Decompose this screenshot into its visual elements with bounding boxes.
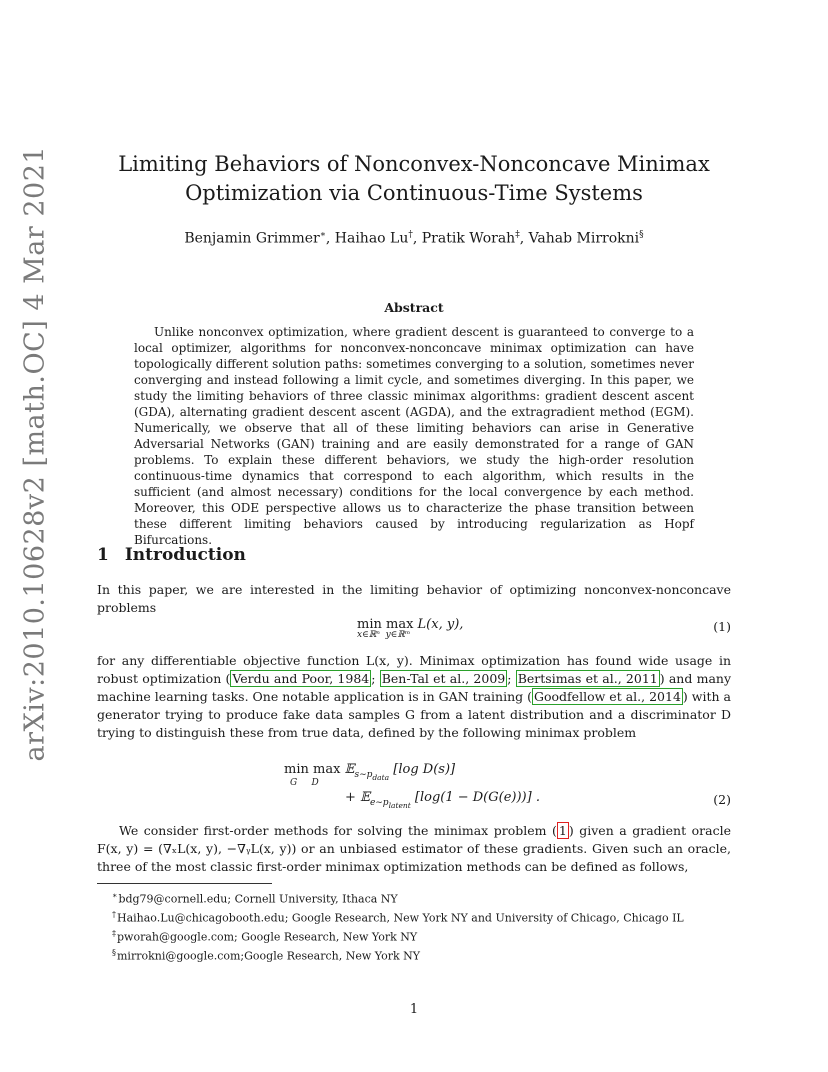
paragraph-methods bbox=[97, 822, 731, 876]
author-mark: § bbox=[639, 230, 644, 240]
citation-link[interactable]: Bertsimas et al., 2011 bbox=[517, 671, 658, 686]
section-heading bbox=[97, 545, 246, 565]
author-list: Benjamin Grimmer∗, Haihao Lu†, Pratik Worah‡, Vahab Mirrokni§ bbox=[184, 230, 644, 247]
footnote-text: pworah@google.com; Google Research, New York NY bbox=[117, 930, 418, 944]
footnote-mark: † bbox=[112, 910, 116, 920]
page-number: 1 bbox=[409, 1002, 419, 1017]
author-name: Pratik Worah bbox=[421, 230, 516, 247]
section-title: Introduction bbox=[124, 545, 246, 565]
citation-link[interactable]: Ben-Tal et al., 2009 bbox=[381, 671, 506, 686]
paper-title bbox=[0, 150, 828, 208]
citation-link[interactable]: Verdu and Poor, 1984 bbox=[232, 671, 370, 686]
footnote-text: mirrokni@google.com;Google Research, New York NY bbox=[117, 950, 421, 964]
abstract-text: Unlike nonconvex optimization, where gradient descent is guaranteed to converge to a local optimizer, algorithms for nonconvex-nonconcave minimax optimization can have topologically different solution paths: sometimes converging to a solution, sometimes never converging and instead following a limit cycle, and sometimes diverging. In this paper, we study the limiting behaviors of three classic minimax algorithms: gradient descent ascent (GDA), alternating gradient descent ascent (AGDA), and the extragradient method (EGM). Numerically, we observe that all of these limiting behaviors can arise in Generative Adversarial Networks (GAN) training and are easily demonstrated for a range of GAN problems. To explain these different behaviors, we study the high-order resolution continuous-time dynamics that correspond to each algorithm, which results in the sufficient (and almost necessary) conditions for the local convergence by each method. Moreover, this ODE perspective allows us to characterize the phase transition between these different limiting behaviors caused by introducing regularization as Hopf Bifurcations. bbox=[134, 325, 694, 547]
footnote-mark: ∗ bbox=[112, 891, 118, 900]
title-line-2: Optimization via Continuous-Time Systems bbox=[185, 181, 643, 205]
equation-1: min max L(x, y), x∈ℝⁿ y∈ℝᵐ bbox=[357, 617, 464, 640]
arxiv-identifier: arXiv:2010.10628v2 [math.OC] 4 Mar 2021 bbox=[19, 145, 51, 762]
paragraph-minimax: for any differentiable objective function L(x, y). Minimax optimization has found wide usage in robust optimization ( Verdu and Poor, 1984 ; Ben-Tal et al., 2009 ; Bertsimas et al., 2011 ) and many machine learning tasks. One notable application is in GAN training ( Goodfellow et al., 2014 ) with a generator trying to produce fake data samples G from a latent distribution and a discriminator D trying to distinguish these from true data, defined by the following minimax problem bbox=[97, 653, 732, 740]
abstract-body bbox=[134, 324, 694, 548]
section-number: 1 bbox=[97, 545, 109, 565]
paragraph-text: In this paper, we are interested in the limiting behavior of optimizing nonconvex-nonconcave problems bbox=[97, 582, 731, 615]
text-span: ) and many machine learning tasks. One notable application is in GAN training ( bbox=[97, 671, 732, 704]
text-span: We consider first-order methods for solving the minimax problem ( bbox=[119, 823, 557, 838]
paragraph-intro bbox=[97, 581, 731, 617]
footnote-item bbox=[112, 888, 684, 907]
footnote-item bbox=[112, 907, 684, 926]
text-span: ) given a gradient oracle F(x, y) = (∇ₓL(x, y), −∇ᵧL(x, y)) or an unbiased estimator of these gradients. Given such an oracle, three of the most classic first-order minimax optimization methods can be defined as follows, bbox=[97, 823, 731, 874]
footnote-text: bdg79@cornell.edu; Cornell University, Ithaca NY bbox=[118, 892, 398, 906]
author-mark: † bbox=[408, 230, 413, 240]
equation-reference-link[interactable]: 1 bbox=[558, 823, 567, 838]
footnote-item bbox=[112, 945, 684, 964]
equation-1-number: (1) bbox=[713, 619, 731, 634]
title-line-1: Limiting Behaviors of Nonconvex-Nonconcave Minimax bbox=[118, 152, 710, 176]
footnote-text: Haihao.Lu@chicagobooth.edu; Google Research, New York NY and University of Chicago, Chicago IL bbox=[117, 911, 684, 925]
author-name: Vahab Mirrokni bbox=[528, 230, 640, 247]
footnotes bbox=[112, 888, 684, 965]
text-span: ) with a generator trying to produce fake data samples G from a latent distribution and a discriminator D trying to distinguish these from true data, defined by the following minimax problem bbox=[97, 689, 732, 740]
footnote-mark: § bbox=[112, 948, 116, 958]
text-span: for any differentiable objective function L(x, y). Minimax optimization has found wide usage in robust optimization ( bbox=[97, 653, 731, 686]
author-name: Haihao Lu bbox=[334, 230, 409, 247]
equation-2-line-2: + 𝔼$_{e\sim p_{latent}}$ [log(1 − D(G(e)))] . bbox=[345, 790, 540, 810]
abstract-heading: Abstract bbox=[384, 300, 444, 315]
footnote-item bbox=[112, 926, 684, 945]
author-mark: ∗ bbox=[319, 230, 326, 240]
author-mark: ‡ bbox=[515, 230, 520, 240]
equation-2-number: (2) bbox=[713, 792, 731, 807]
citation-link[interactable]: Goodfellow et al., 2014 bbox=[534, 689, 681, 704]
equation-2-line-1: min max 𝔼$_{s\sim p_{data}}$ [log D(s)] G D bbox=[284, 762, 456, 789]
footnote-divider bbox=[97, 883, 272, 884]
author-name: Benjamin Grimmer bbox=[184, 230, 320, 247]
footnote-mark: ‡ bbox=[112, 929, 116, 939]
